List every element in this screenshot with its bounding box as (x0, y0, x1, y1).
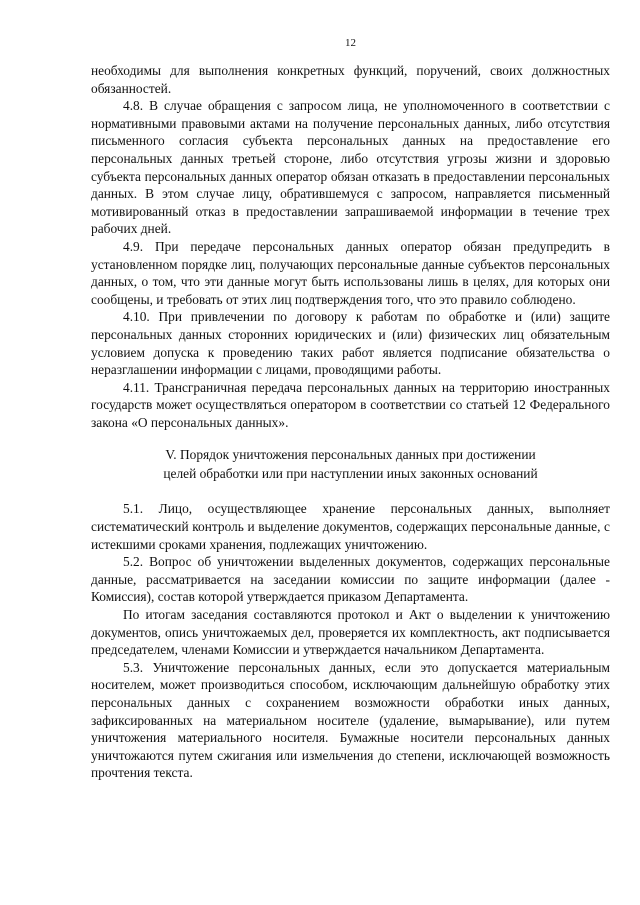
paragraph-5-2: 5.2. Вопрос об уничтожении выделенных документов, содержащих персональные данные, рассматривается на заседании комиссии по защите информации (далее - Комиссия), состав которой утверждается приказом Департамента. (91, 554, 610, 605)
paragraph-5-1: 5.1. Лицо, осуществляющее хранение персональных данных, выполняет систематический контроль и выделение документов, содержащих персональные данные, с истекшими сроками хранения, подлежащих уничтожению. (91, 501, 610, 552)
paragraph-4-9: 4.9. При передаче персональных данных оператор обязан предупредить в установленном порядке лиц, получающих персональные данные субъектов персональных данных, о том, что эти данные могут быть использованы лишь в целях, для которых они сообщены, и требовать от этих лиц подтверждения того, что это правило соблюдено. (91, 238, 610, 307)
page-number: 12 (345, 37, 356, 49)
paragraph-5-3: 5.3. Уничтожение персональных данных, если это допускается материальным носителем, может производиться способом, исключающим дальнейшую обработку этих персональных данных с сохранением возможности обработки иных данных, зафиксированных на материальном носителе (удаление, вымарывание), или путем уничтожения материального носителя. Бумажные носители персональных данных уничтожаются путем сжигания или измельчения до степени, исключающей возможность прочтения текста. (91, 659, 610, 781)
section-heading (91, 445, 610, 483)
document-page (91, 36, 610, 782)
paragraph-4-11: 4.11. Трансграничная передача персональных данных на территорию иностранных государств может осуществляться оператором в соответствии со статьей 12 Федерального закона «О персональных данных». (91, 379, 610, 430)
section-heading-line-1: V. Порядок уничтожения персональных данных при достижении (165, 447, 536, 463)
paragraph-4-10: 4.10. При привлечении по договору к работам по обработке и (или) защите персональных данных сторонних юридических и (или) физических лиц обязательным условием допуска к проведению таких работ является подписание обязательства о неразглашении информации с лицами, проводящими работы. (91, 309, 610, 378)
section-heading-line-2: целей обработки или при наступлении иных законных оснований (163, 466, 538, 482)
paragraph-4-8: 4.8. В случае обращения с запросом лица, не уполномоченного в соответствии с нормативными правовыми актами на получение персональных данных, либо отсутствия письменного согласия субъекта персональных данных на предоставление его персональных данных третьей стороне, либо отсутствия угрозы жизни и здоровью субъекта персональных данных оператор обязан отказать в предоставлении персональных данных. В этом случае лицу, обратившемуся с запросом, направляется письменный мотивированный отказ в предоставлении запрашиваемой информации в течение трех рабочих дней. (91, 98, 610, 237)
paragraph-continuation: необходимы для выполнения конкретных функций, поручений, своих должностных обязанностей. (91, 63, 610, 96)
paragraph-meeting-results: По итогам заседания составляются протокол и Акт о выделении к уничтожению документов, опись уничтожаемых дел, проверяется их комплектность, акт подписывается председателем, членами Комиссии и утверждается начальником Департамента. (91, 607, 610, 658)
